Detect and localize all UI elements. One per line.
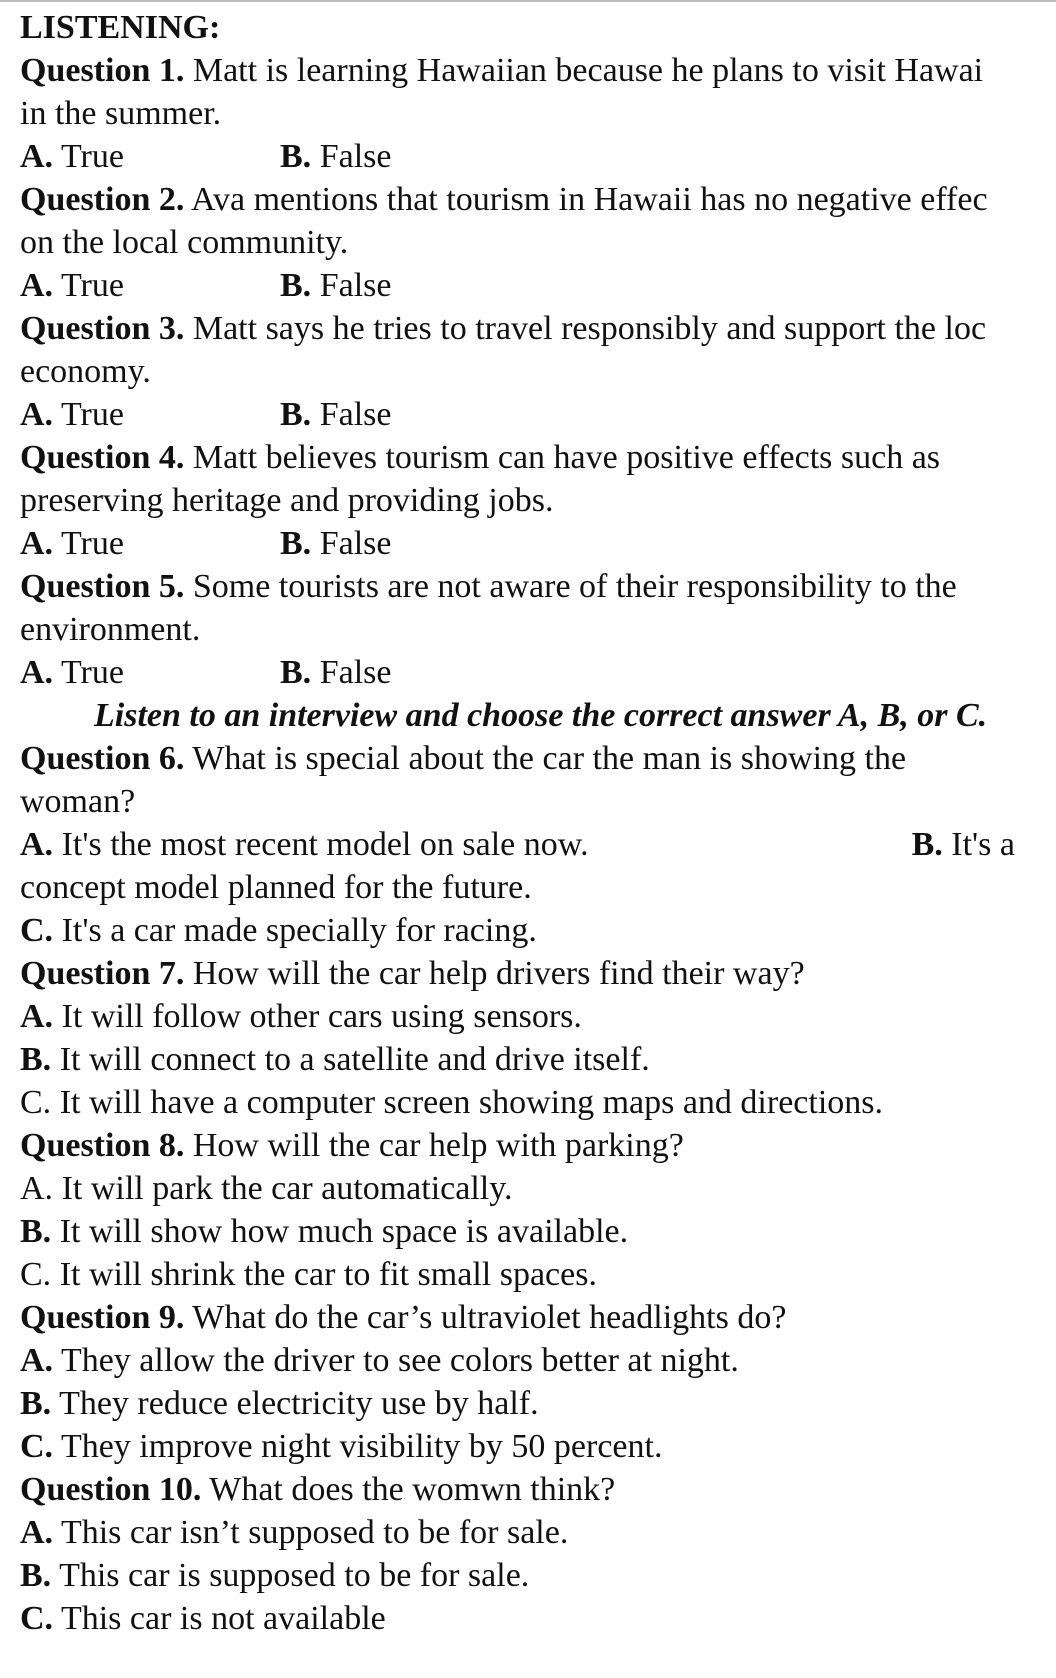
question-text: How will the car help drivers find their way? [184, 955, 805, 992]
option-a: A. True [20, 525, 124, 562]
option-a: A. True [20, 267, 124, 304]
question-8 [20, 1124, 1056, 1296]
question-2 [20, 178, 1056, 307]
section-heading: LISTENING: [20, 9, 221, 46]
option-a: A. True [20, 138, 124, 175]
question-text-cont: economy. [20, 353, 151, 390]
question-text-cont: environment. [20, 611, 201, 648]
option-a: A. It's the most recent model on sale now. [20, 826, 589, 863]
question-text-cont: in the summer. [20, 95, 222, 132]
question-10 [20, 1468, 1056, 1640]
question-text-cont: woman? [20, 783, 136, 820]
question-number: Question 1. [20, 52, 185, 89]
question-6 [20, 737, 1056, 952]
question-1 [20, 49, 1056, 178]
question-text: How will the car help with parking? [184, 1127, 684, 1164]
question-text: Some tourists are not aware of their responsibility to the [184, 568, 957, 605]
option-a: A. It will park the car automatically. [20, 1170, 513, 1207]
instruction: Listen to an interview and choose the correct answer A, B, or C. [94, 697, 988, 734]
question-text: Ava mentions that tourism in Hawaii has no negative effec [184, 181, 988, 218]
option-b: B. False [280, 654, 392, 691]
option-b: B. It will show how much space is available. [20, 1213, 629, 1250]
question-text: Matt believes tourism can have positive effects such as [184, 439, 941, 476]
question-4 [20, 436, 1056, 565]
option-b-cont: concept model planned for the future. [20, 869, 532, 906]
question-7 [20, 952, 1056, 1124]
true-false-section [20, 49, 1056, 694]
question-text: What is special about the car the man is showing the [184, 740, 907, 777]
option-b: B. False [280, 267, 392, 304]
worksheet [20, 6, 1056, 1640]
question-number: Question 6. [20, 740, 185, 777]
question-9 [20, 1296, 1056, 1468]
multiple-choice-section [20, 952, 1056, 1640]
question-number: Question 10. [20, 1471, 202, 1508]
question-text: What does the womwn think? [201, 1471, 616, 1508]
question-text: What do the car’s ultraviolet headlights do? [184, 1299, 787, 1336]
question-3 [20, 307, 1056, 436]
option-b: B. This car is supposed to be for sale. [20, 1557, 530, 1594]
option-a: A. They allow the driver to see colors better at night. [20, 1342, 739, 1379]
option-b: B. False [280, 525, 392, 562]
question-number: Question 3. [20, 310, 185, 347]
option-a: A. True [20, 396, 124, 433]
question-number: Question 7. [20, 955, 185, 992]
question-number: Question 9. [20, 1299, 185, 1336]
question-text: Matt is learning Hawaiian because he plans to visit Hawai [184, 52, 984, 89]
question-text: Matt says he tries to travel responsibly and support the loc [184, 310, 987, 347]
option-a: A. It will follow other cars using sensors. [20, 998, 582, 1035]
option-b: B. False [280, 396, 392, 433]
option-a: A. True [20, 654, 124, 691]
option-c: C. This car is not available [20, 1600, 386, 1637]
option-b: B. They reduce electricity use by half. [20, 1385, 539, 1422]
option-a: A. This car isn’t supposed to be for sale. [20, 1514, 569, 1551]
option-b: B. False [280, 138, 392, 175]
question-text-cont: preserving heritage and providing jobs. [20, 482, 554, 519]
option-b: B. It will connect to a satellite and drive itself. [20, 1041, 650, 1078]
top-rule [0, 0, 1056, 2]
option-c: C. It's a car made specially for racing. [20, 912, 537, 949]
option-c: C. They improve night visibility by 50 percent. [20, 1428, 663, 1465]
question-number: Question 2. [20, 181, 185, 218]
question-5 [20, 565, 1056, 694]
option-c: C. It will have a computer screen showing maps and directions. [20, 1084, 884, 1121]
option-b: B. It's a [911, 826, 1015, 863]
question-number: Question 4. [20, 439, 185, 476]
option-c: C. It will shrink the car to fit small spaces. [20, 1256, 597, 1293]
question-number: Question 5. [20, 568, 185, 605]
question-text-cont: on the local community. [20, 224, 349, 261]
question-number: Question 8. [20, 1127, 185, 1164]
